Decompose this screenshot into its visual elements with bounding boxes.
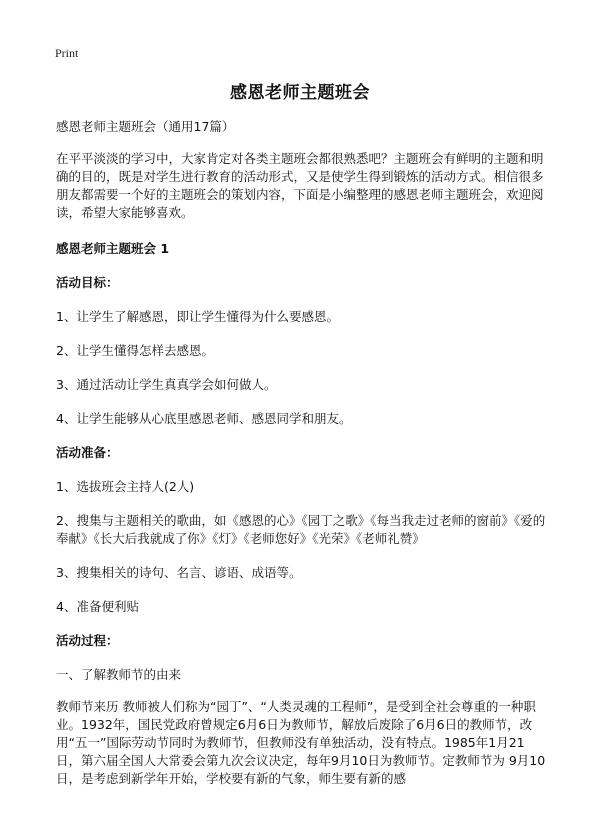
process-heading: 活动过程： bbox=[56, 633, 119, 648]
prep-item: 2、搜集与主题相关的歌曲，如《感恩的心》《园丁之歌》《每当我走过老师的窗前》《爱的奉献》《长大后我就成了你》《灯》《老师您好》《光荣》《老师礼赞》 bbox=[56, 513, 546, 546]
prep-item: 3、搜集相关的诗句、名言、谚语、成语等。 bbox=[56, 565, 302, 580]
goal-item: 1、让学生了解感恩，即让学生懂得为什么要感恩。 bbox=[56, 309, 339, 324]
section-title: 感恩老师主题班会 1 bbox=[56, 241, 170, 256]
article-body bbox=[56, 118, 548, 788]
process-paragraph: 教师节来历 教师被人们称为“园丁”、“人类灵魂的工程师”，是受到全社会尊重的一种职业。1932年，国民党政府曾规定6月6日为教师节，解放后废除了6月6日的教师节，改用“五一”国际劳动节同时为教师节，但教师没有单独活动，没有特点。1985年1月21日，第六届全国人大常委会第九次会议决定，每年9月10日为教师节。定教师节为 9月10日，是考虑到新学年开始，学校要有新的气象，师生要有新的感 bbox=[56, 699, 546, 786]
goals-heading: 活动目标： bbox=[56, 275, 119, 290]
print-link[interactable]: Print bbox=[55, 46, 79, 60]
article-subtitle: 感恩老师主题班会（通用17篇） bbox=[56, 119, 235, 134]
prep-heading: 活动准备： bbox=[56, 445, 119, 460]
process-step: 一、了解教师节的由来 bbox=[56, 667, 182, 682]
page-title: 感恩老师主题班会 bbox=[230, 83, 370, 103]
goal-item: 4、让学生能够从心底里感恩老师、感恩同学和朋友。 bbox=[56, 411, 352, 426]
goal-item: 3、通过活动让学生真真学会如何做人。 bbox=[56, 377, 277, 392]
prep-item: 1、选拔班会主持人(2人) bbox=[56, 479, 195, 494]
intro-paragraph: 在平平淡淡的学习中，大家肯定对各类主题班会都很熟悉吧？主题班会有鲜明的主题和明确的目的，既是对学生进行教育的活动形式，又是使学生得到锻炼的活动方式。相信很多朋友都需要一个好的主题班会的策划内容，下面是小编整理的感恩老师主题班会，欢迎阅读，希望大家能够喜欢。 bbox=[56, 151, 544, 220]
goal-item: 2、让学生懂得怎样去感恩。 bbox=[56, 343, 214, 358]
prep-item: 4、准备便利贴 bbox=[56, 599, 139, 614]
